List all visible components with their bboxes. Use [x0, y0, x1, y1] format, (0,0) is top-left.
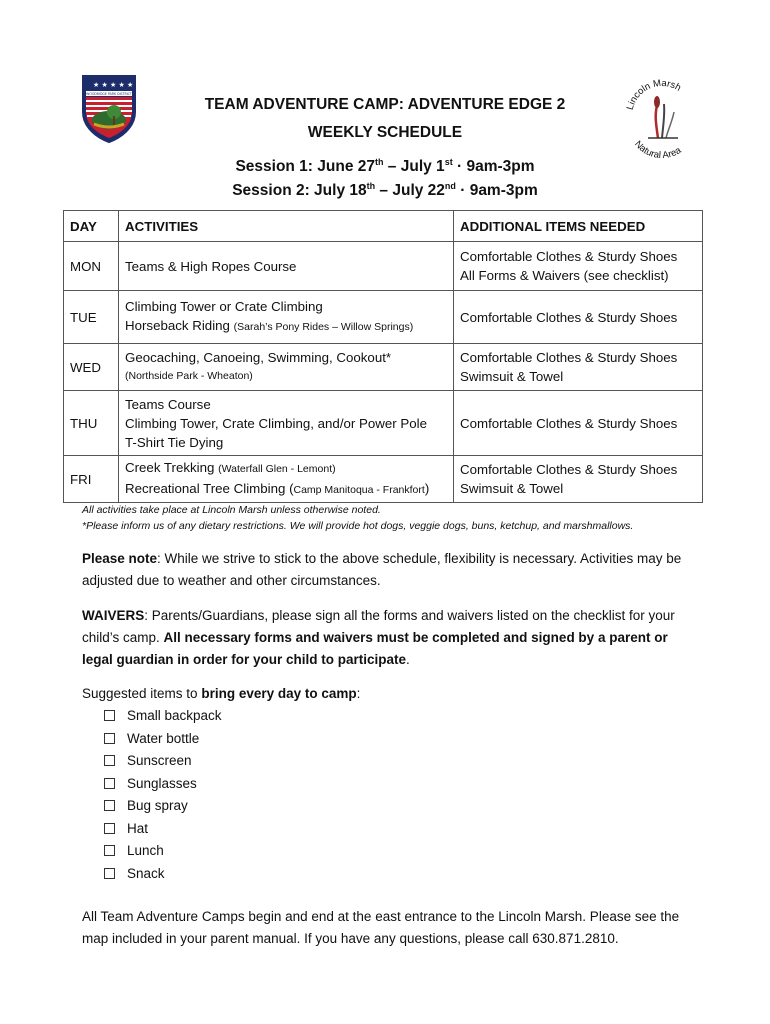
- list-item: Small backpack: [104, 705, 222, 728]
- table-row: [64, 391, 703, 456]
- header-day: DAY: [64, 211, 119, 242]
- dietary-note: *Please inform us of any dietary restrictions. We will provide hot dogs, veggie dogs, buns, ketchup, and marshmallows.: [82, 520, 634, 532]
- park-district-shield-logo: [80, 72, 138, 144]
- list-item: Lunch: [104, 840, 222, 863]
- logo-arc-text-top: Lincoln Marsh: [624, 77, 683, 112]
- activities-cell: Creek Trekking (Waterfall Glen - Lemont) Recreational Tree Climbing (Camp Manitoqua - Frankfort): [119, 456, 454, 503]
- page-title: TEAM ADVENTURE CAMP: ADVENTURE EDGE 2: [204, 96, 566, 113]
- items-cell: Comfortable Clothes & Sturdy Shoes Swimsuit & Towel: [454, 344, 703, 391]
- svg-text:★ ★ ★ ★ ★: ★ ★ ★ ★ ★: [93, 81, 134, 89]
- footer-paragraph: All Team Adventure Camps begin and end at the east entrance to the Lincoln Marsh. Please see the map included in your parent manual. If you have any questions, please call 630.871.2810.: [82, 909, 680, 946]
- activities-cell: Teams & High Ropes Course: [119, 242, 454, 291]
- table-row: [64, 344, 703, 391]
- items-cell: Comfortable Clothes & Sturdy Shoes: [454, 391, 703, 456]
- page-subtitle: WEEKLY SCHEDULE: [307, 124, 463, 141]
- session-1-dates: Session 1: June 27th – July 1st · 9am-3pm: [235, 156, 535, 175]
- checkbox-icon: [104, 845, 115, 856]
- table-row: [64, 242, 703, 291]
- items-cell: Comfortable Clothes & Sturdy Shoes Swimsuit & Towel: [454, 456, 703, 503]
- day-cell: TUE: [64, 291, 119, 344]
- weekly-schedule-table: [63, 210, 703, 503]
- table-row: [64, 456, 703, 503]
- list-item: Water bottle: [104, 728, 222, 751]
- list-item: Sunscreen: [104, 750, 222, 773]
- lincoln-marsh-logo: [618, 72, 706, 160]
- items-cell: Comfortable Clothes & Sturdy Shoes: [454, 291, 703, 344]
- logo-arc-text-bottom: Natural Area: [632, 138, 684, 160]
- session-2-dates: Session 2: July 18th – July 22nd · 9am-3pm: [232, 180, 538, 199]
- list-item: Hat: [104, 818, 222, 841]
- table-header-row: [64, 211, 703, 242]
- activities-cell: Teams Course Climbing Tower, Crate Climbing, and/or Power Pole T-Shirt Tie Dying: [119, 391, 454, 456]
- header-items-needed: ADDITIONAL ITEMS NEEDED: [454, 211, 703, 242]
- header-activities: ACTIVITIES: [119, 211, 454, 242]
- checkbox-icon: [104, 778, 115, 789]
- suggested-items-checklist: [104, 705, 222, 885]
- day-cell: FRI: [64, 456, 119, 503]
- waivers-paragraph: WAIVERS: Parents/Guardians, please sign all the forms and waivers listed on the checklist for your child’s camp. All necessary forms and waivers must be completed and signed by a parent or legal guardian in order for your child to participate.: [82, 608, 675, 667]
- checkbox-icon: [104, 733, 115, 744]
- day-cell: THU: [64, 391, 119, 456]
- list-item: Sunglasses: [104, 773, 222, 796]
- please-note-paragraph: Please note: While we strive to stick to the above schedule, flexibility is necessary. Activities may be adjusted due to weather and other circumstances.: [82, 551, 682, 588]
- day-cell: MON: [64, 242, 119, 291]
- checkbox-icon: [104, 755, 115, 766]
- items-cell: Comfortable Clothes & Sturdy Shoes All Forms & Waivers (see checklist): [454, 242, 703, 291]
- day-cell: WED: [64, 344, 119, 391]
- activities-cell: Geocaching, Canoeing, Swimming, Cookout* (Northside Park - Wheaton): [119, 344, 454, 391]
- activities-cell: Climbing Tower or Crate Climbing Horseback Riding (Sarah’s Pony Rides – Willow Springs): [119, 291, 454, 344]
- checkbox-icon: [104, 868, 115, 879]
- suggested-items-intro: Suggested items to bring every day to camp:: [82, 686, 361, 701]
- shield-logo-text: WOODRIDGE PARK DISTRICT: [86, 92, 132, 96]
- checkbox-icon: [104, 800, 115, 811]
- list-item: Snack: [104, 863, 222, 886]
- location-note: All activities take place at Lincoln Marsh unless otherwise noted.: [82, 504, 381, 516]
- list-item: Bug spray: [104, 795, 222, 818]
- checkbox-icon: [104, 823, 115, 834]
- table-row: [64, 291, 703, 344]
- checkbox-icon: [104, 710, 115, 721]
